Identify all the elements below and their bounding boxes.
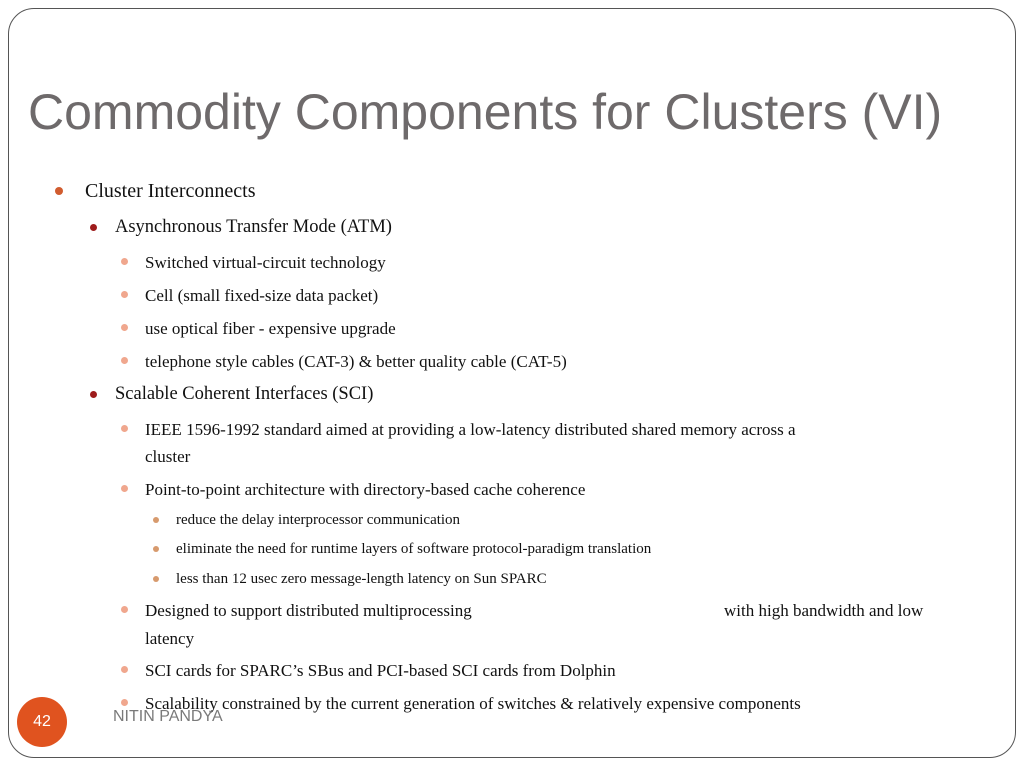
footer-author: NITIN PANDYA (113, 708, 223, 725)
bullet-text-level2: Scalable Coherent Interfaces (SCI) (115, 384, 374, 404)
bullet-level3 (121, 357, 128, 364)
bullet-text-level3: SCI cards for SPARC’s SBus and PCI-based SCI cards from Dolphin (145, 661, 616, 680)
bullet-level3 (121, 258, 128, 265)
page-number-badge (17, 697, 67, 747)
bullet-text-continuation: latency (145, 629, 195, 648)
page-number: 42 (33, 713, 51, 730)
bullet-text-level2: Asynchronous Transfer Mode (ATM) (115, 217, 392, 237)
bullet-level4 (153, 517, 159, 523)
bullet-text-level3: IEEE 1596-1992 standard aimed at providing a low-latency distributed shared memory across a (145, 420, 796, 439)
bullet-text-level3: Point-to-point architecture with directory-based cache coherence (145, 480, 586, 499)
bullet-text-level1: Cluster Interconnects (85, 180, 256, 202)
slide-title: Commodity Components for Clusters (VI) (28, 84, 943, 140)
bullet-level1 (55, 187, 63, 195)
bullet-text-level3: Scalability constrained by the current generation of switches & relatively expensive components (145, 694, 801, 713)
bullet-text-level4: eliminate the need for runtime layers of software protocol-paradigm translation (176, 541, 652, 557)
bullet-text-level3: telephone style cables (CAT-3) & better quality cable (CAT-5) (145, 352, 567, 371)
bullet-level2 (90, 391, 97, 398)
bullet-text-level4: less than 12 usec zero message-length latency on Sun SPARC (176, 571, 547, 587)
bullet-text-level3: Designed to support distributed multiprocessing (145, 601, 472, 620)
bullet-text-continuation: with high bandwidth and low (724, 601, 924, 620)
bullet-level4 (153, 546, 159, 552)
bullet-text-continuation: cluster (145, 447, 191, 466)
bullet-text-level3: Switched virtual-circuit technology (145, 253, 386, 272)
bullet-level3 (121, 699, 128, 706)
bullet-level3 (121, 666, 128, 673)
bullet-level2 (90, 224, 97, 231)
bullet-level3 (121, 291, 128, 298)
bullet-text-level3: Cell (small fixed-size data packet) (145, 286, 379, 305)
bullet-text-level3: use optical fiber - expensive upgrade (145, 319, 396, 338)
bullet-level3 (121, 324, 128, 331)
bullet-level3 (121, 425, 128, 432)
bullet-text-level4: reduce the delay interprocessor communication (176, 512, 461, 528)
bullet-level3 (121, 606, 128, 613)
bullet-level3 (121, 485, 128, 492)
bullet-level4 (153, 576, 159, 582)
